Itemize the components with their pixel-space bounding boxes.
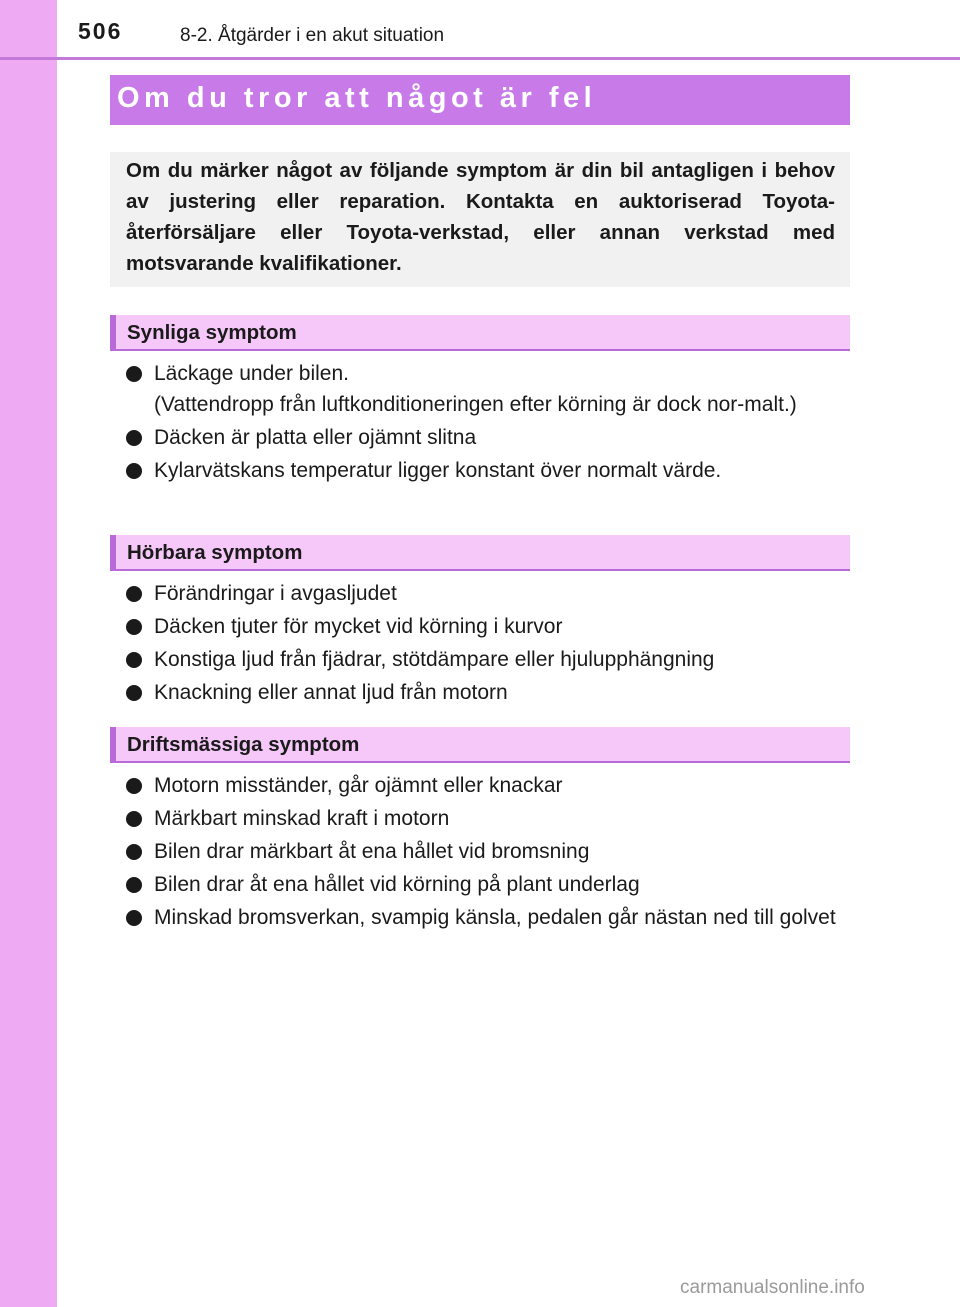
list-item	[125, 422, 847, 453]
list-item-text: Bilen drar märkbart åt ena hållet vid bromsning	[154, 840, 590, 863]
list-item	[125, 836, 847, 867]
audible-symptoms-list	[125, 578, 847, 710]
operational-symptoms-list	[125, 770, 847, 935]
list-item-text: Läckage under bilen.	[154, 362, 349, 385]
bullet-dot-icon	[126, 430, 142, 446]
bullet-dot-icon	[126, 463, 142, 479]
page-number: 506	[78, 18, 123, 44]
side-tab-strip	[0, 0, 57, 1307]
list-item-text: Bilen drar åt ena hållet vid körning på plant underlag	[154, 873, 640, 896]
list-item	[125, 902, 847, 933]
bullet-dot-icon	[126, 910, 142, 926]
bullet-dot-icon	[126, 366, 142, 382]
list-item	[125, 770, 847, 801]
chapter-title: 8-2. Åtgärder i en akut situation	[180, 25, 445, 46]
list-item	[125, 578, 847, 609]
bullet-dot-icon	[126, 586, 142, 602]
list-item	[125, 677, 847, 708]
section-title: Hörbara symptom	[127, 541, 303, 564]
intro-box	[110, 152, 850, 287]
list-item-text: Förändringar i avgasljudet	[154, 582, 397, 605]
list-item-text: Motorn misständer, går ojämnt eller knackar	[154, 774, 563, 797]
list-item	[125, 455, 847, 486]
bullet-dot-icon	[126, 844, 142, 860]
section-header-operational-symptoms	[110, 727, 850, 763]
list-item-text: Kylarvätskans temperatur ligger konstant över normalt värde.	[154, 459, 722, 482]
list-item-text: Konstiga ljud från fjädrar, stötdämpare eller hjulupphängning	[154, 648, 715, 671]
list-item	[125, 611, 847, 642]
section-title: Driftsmässiga symptom	[127, 733, 360, 756]
section-title: Synliga symptom	[127, 321, 297, 344]
header-divider	[0, 57, 960, 60]
visible-symptoms-list	[125, 358, 847, 488]
bullet-dot-icon	[126, 685, 142, 701]
bullet-dot-icon	[126, 652, 142, 668]
list-item-text: Märkbart minskad kraft i motorn	[154, 807, 450, 830]
bullet-dot-icon	[126, 619, 142, 635]
list-item	[125, 869, 847, 900]
section-header-visible-symptoms	[110, 315, 850, 351]
section-header-audible-symptoms	[110, 535, 850, 571]
main-title: Om du tror att något är fel	[117, 82, 597, 114]
list-item	[125, 358, 847, 420]
bullet-dot-icon	[126, 877, 142, 893]
bullet-dot-icon	[126, 811, 142, 827]
list-item-text: Knackning eller annat ljud från motorn	[154, 681, 508, 704]
list-item-note: (Vattendropp från luftkonditioneringen efter körning är dock nor-malt.)	[154, 393, 797, 416]
list-item-text: Däcken tjuter för mycket vid körning i kurvor	[154, 615, 563, 638]
bullet-dot-icon	[126, 778, 142, 794]
list-item-text: Minskad bromsverkan, svampig känsla, pedalen går nästan ned till golvet	[154, 906, 836, 929]
intro-text: Om du märker något av följande symptom är din bil antagligen i behov av justering eller reparation. Kontakta en auktoriserad Toyota-återförsäljare eller Toyota-verkstad, eller annan verkstad med motsvarande kvalifikationer.	[126, 159, 835, 275]
list-item-text: Däcken är platta eller ojämnt slitna	[154, 426, 477, 449]
list-item	[125, 644, 847, 675]
watermark: carmanualsonline.info	[680, 1277, 865, 1298]
list-item	[125, 803, 847, 834]
